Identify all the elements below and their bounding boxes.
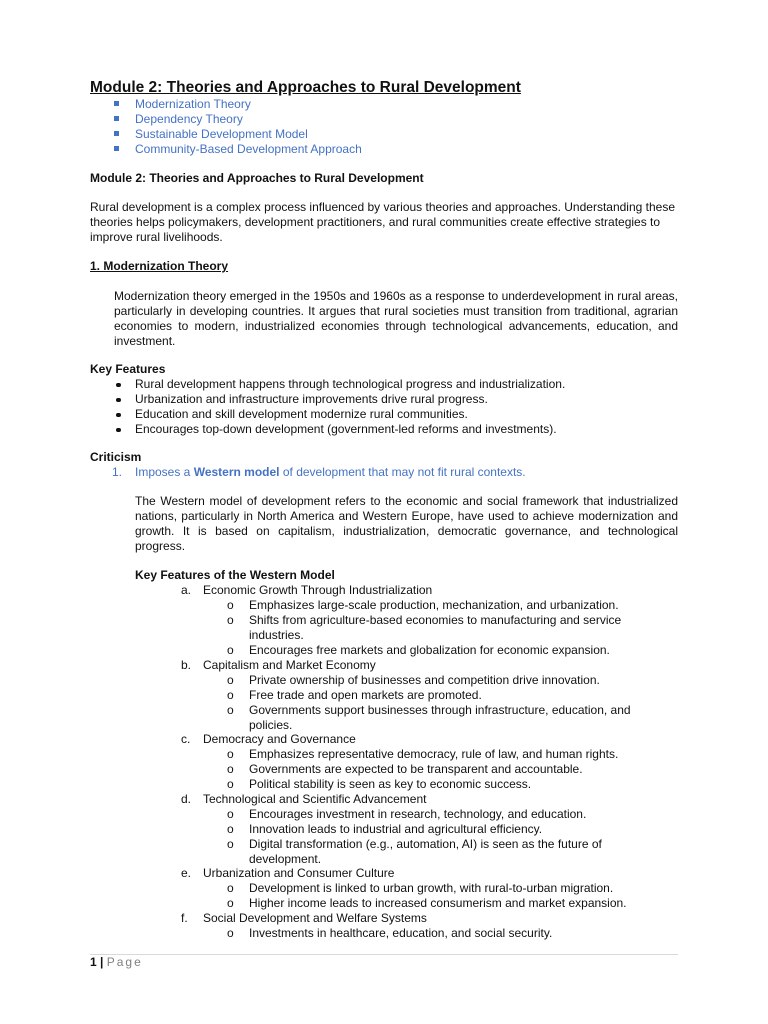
square-bullet-icon [114,116,119,121]
module-heading: Module 2: Theories and Approaches to Rural Development [90,171,424,185]
toc-item[interactable]: Dependency Theory [114,112,362,127]
list-item: o Encourages free markets and globalization for economic expansion. [227,643,610,657]
bullet-icon: o [227,896,234,910]
list-item: o Higher income leads to increased consumerism and market expansion. [227,896,627,910]
list-item: o Free trade and open markets are promoted. [227,688,482,702]
page-footer [90,955,143,970]
square-bullet-icon [114,146,119,151]
key-features-list [135,377,565,437]
square-bullet-icon [114,131,119,136]
list-item: o Development is linked to urban growth, with rural-to-urban migration. [227,881,614,895]
bullet-icon [116,398,121,403]
page-number: 1 [90,955,97,969]
toc-item[interactable]: Sustainable Development Model [114,127,362,142]
list-item: Rural development happens through technological progress and industrialization. [135,377,565,392]
bullet-icon: o [227,643,234,657]
list-item: o Emphasizes representative democracy, rule of law, and human rights. [227,747,619,761]
bullet-icon: o [227,807,234,821]
section-heading-modernization: 1. Modernization Theory [90,259,229,273]
list-item: o Governments are expected to be transparent and accountable. [227,762,583,776]
footer-separator: | [100,955,104,969]
page-label: Page [106,955,143,969]
western-model-paragraph: The Western model of development refers to the economic and social framework that industrialized nations, particularly in North America and Western Europe, have used to achieve modernization and growth. It is based on capitalism, industrialization, democratic governance, and technological progress. [135,494,678,553]
western-model-term: Western model [193,465,280,479]
square-bullet-icon [114,101,119,106]
bullet-icon: o [227,703,234,717]
key-features-heading: Key Features [90,362,166,376]
bullet-icon [116,383,121,388]
list-item: o Governments support businesses through infrastructure, education, and policies. [227,703,631,732]
list-item: o Encourages investment in research, technology, and education. [227,807,587,821]
list-item: o Investments in healthcare, education, and social security. [227,926,553,940]
list-item: Encourages top-down development (government-led reforms and investments). [135,422,565,437]
list-number: 1. [112,465,123,479]
list-item: o Digital transformation (e.g., automation, AI) is seen as the future of development. [227,837,602,866]
bullet-icon: o [227,881,234,895]
list-item: o Innovation leads to industrial and agricultural efficiency. [227,822,543,836]
bullet-icon: o [227,747,234,761]
document-page: Module 2: Theories and Approaches to Rural Development Modernization Theory Dependency Theory Sustainable Development Model Community-Based Development Approach Module 2: Theories and Approaches to Rural Development Rural development is a complex process influenced by various theories and approaches. Understanding these theories helps policymakers, development practitioners, and rural communities create effective strategies to improve rural livelihoods. 1. Modernization Theory Modernization theory emerged in the 1950s and 1960s as a response to underdevelopment in rural areas, particularly in developing countries. It argues that rural societies must transition from traditional, agrarian economies to modern, industrialized economies through technological advancements, education, and investment. Key Features Rural development happens through technological progress and industrialization. Urbanization and infrastructure improvements drive rural progress. Education and skill development modernize rural communities. Encourages top-down development (government-led reforms and investments). Criticism 1. Imposes a Western model of development that may not fit rural contexts. The Western model of development refers to the economic and social framework that industrialized nations, particularly in North America and Western Europe, have used to achieve modernization and growth. It is based on capitalism, industrialization, democratic governance, and technological progress. Key Features of the Western Model a. Economic Growth Through Industrialization o Emphasizes large-scale production, mechanization, and urbanization. o Shifts from agriculture-based economies to manufacturing and service industries. o Encourages free markets and globalization for economic expansion. b. Capitalism and Market Economy o Private ownership of businesses and competition drive innovation. o Free trade and open markets are promoted. o Governments support businesses through infrastructure, education, and policies. c. Democracy and Governance o Emphasizes representative democracy, rule of law, and human rights. o Governments are expected to be transparent and accountable. o Political stability is seen as key to economic success. d. Technological and Scientific Advancement o Encourages investment in research, technology, and education. o Innovation leads to industrial and agricultural efficiency. o Digital transformation (e.g., automation, AI) is seen as the future of development. e. Urbanization and Consumer Culture o Development is linked to urban growth, with rural-to-urban migration. o Higher income leads to increased consumerism and market expansion. f. Social Development and Welfare Systems o Investments in healthcare, education, and social security. 1 | Page [90,79,678,969]
list-item: Education and skill development modernize rural communities. [135,407,565,422]
bullet-icon: o [227,926,234,940]
bullet-icon: o [227,598,234,612]
list-item: o Emphasizes large-scale production, mechanization, and urbanization. [227,598,619,612]
bullet-icon: o [227,688,234,702]
bullet-icon: o [227,673,234,687]
bullet-icon: o [227,822,234,836]
bullet-icon [116,413,121,418]
bullet-icon: o [227,837,234,851]
list-item: o Political stability is seen as key to economic success. [227,777,532,791]
bullet-icon: o [227,777,234,791]
criticism-heading: Criticism [90,450,142,464]
table-of-contents [114,97,362,157]
modernization-paragraph: Modernization theory emerged in the 1950s and 1960s as a response to underdevelopment in rural areas, particularly in developing countries. It argues that rural societies must transition from traditional, agrarian economies to modern, industrialized economies through technological advancements, education, and investment. [114,289,678,348]
criticism-item: 1. Imposes a Western model of development that may not fit rural contexts. [112,465,526,479]
list-item: o Private ownership of businesses and competition drive innovation. [227,673,600,687]
bullet-icon: o [227,613,234,627]
list-item: Urbanization and infrastructure improvements drive rural progress. [135,392,565,407]
toc-item[interactable]: Community-Based Development Approach [114,142,362,157]
western-features-heading: Key Features of the Western Model [135,568,335,582]
intro-paragraph: Rural development is a complex process influenced by various theories and approaches. Understanding these theories helps policymakers, development practitioners, and rural communities create effective strategies to improve rural livelihoods. [90,200,676,244]
list-item: o Shifts from agriculture-based economies to manufacturing and service industries. [227,613,622,642]
footer-divider [90,954,678,955]
bullet-icon [116,428,121,433]
toc-item[interactable]: Modernization Theory [114,97,362,112]
document-title: Module 2: Theories and Approaches to Rural Development [90,79,521,96]
bullet-icon: o [227,762,234,776]
